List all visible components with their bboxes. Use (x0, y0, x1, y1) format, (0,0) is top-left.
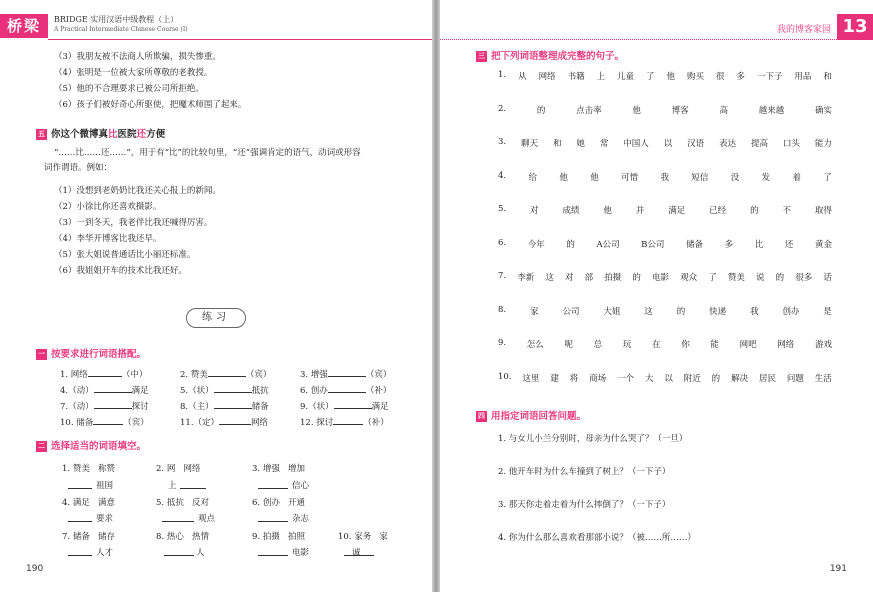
choice-target: 人才 (96, 548, 114, 558)
word-token: 着 (792, 172, 801, 183)
word-token: 游戏 (814, 340, 832, 350)
sentence-row (498, 104, 832, 116)
word-token: 他 (603, 206, 612, 216)
section-badge: 三 (478, 52, 485, 60)
word-token: 在 (652, 340, 661, 350)
answer-blank[interactable] (162, 521, 194, 522)
word-token: 了 (646, 72, 655, 82)
word-token: 说 (755, 273, 765, 283)
collocation-item: 2. 赞美 （宾） (180, 370, 272, 380)
word-token: 能 (710, 340, 719, 350)
word-token: 已经 (709, 206, 727, 216)
exercise-label: 练习 (186, 308, 246, 328)
word-token: 一下子 (756, 72, 783, 82)
word-token: 短信 (691, 172, 709, 183)
word-token: 是 (823, 306, 832, 317)
word-token: 不 (782, 206, 791, 216)
choice-group: 5. 抵抗 反对 (156, 498, 209, 508)
choice-group: 6. 创办 开通 (252, 498, 305, 508)
collocation-item: 4.（动） 满足 (60, 386, 149, 396)
word-token: 能力 (814, 139, 832, 149)
answer-blank[interactable] (214, 384, 252, 393)
word-token: 取得 (814, 206, 832, 216)
sentence-row (498, 238, 832, 250)
word-token: 大姐 (603, 306, 621, 317)
word-token: 提高 (751, 139, 769, 149)
word-token: 很 (715, 72, 725, 82)
word-token: 大 (644, 373, 654, 384)
answer-blank[interactable] (68, 521, 92, 522)
word-token: 赞美 (727, 273, 745, 283)
collocation-item: 10. 储备 （宾） (60, 418, 149, 428)
word-token: 对 (530, 206, 539, 216)
word-token: 将 (569, 373, 579, 384)
choice-target: 上 (168, 481, 177, 491)
word-token: 高 (719, 105, 728, 116)
word-token: 多 (736, 72, 745, 82)
collocation-item: 7.（动） 探讨 (60, 402, 149, 412)
example-item: （6）孩子们被好奇心所驱使，把魔术师围了起来。 (54, 100, 247, 110)
word-token: 的 (632, 273, 641, 283)
row-number: 1. (498, 70, 507, 80)
answer-blank[interactable] (258, 555, 288, 556)
answer-blank[interactable] (258, 488, 288, 489)
header-rule (440, 39, 837, 40)
row-number: 5. (498, 204, 507, 214)
row-number: 3. (498, 137, 507, 147)
row-number: 6. (498, 237, 507, 248)
example-item: （3）一到冬天，我老伴比我还喊得厉害。 (54, 218, 213, 228)
answer-blank[interactable] (94, 400, 132, 409)
word-token: 常 (599, 139, 609, 149)
row-number: 4. (498, 170, 507, 181)
example-item: （5）张大姐说普通话比小丽还标准。 (54, 250, 196, 260)
section-2-title: 二 选择适当的词语填空。 (38, 441, 147, 452)
row-number: 7. (498, 271, 507, 281)
word-token: 上 (596, 72, 606, 82)
row-number: 2. (498, 103, 507, 114)
choice-group: 10. 家务 家 (338, 532, 388, 542)
collocation-item: 1. 网络 （中） (60, 370, 148, 380)
word-token: 她 (576, 139, 585, 149)
word-token: 表达 (719, 139, 737, 149)
word-token: 这 (545, 273, 554, 283)
word-token: 的 (536, 105, 546, 116)
example-item: （6）我姐姐开车的技术比我还好。 (54, 266, 187, 276)
section-5-title: 五 你这个微博真比医院还方便 (38, 129, 166, 140)
question-item: 1. 与女儿小兰分别时，母亲为什么哭了？（一旦） (498, 434, 688, 444)
word-token: 从 (518, 72, 527, 82)
sentence-row (498, 305, 832, 317)
choice-target: 人 (196, 548, 205, 558)
section-badge: 五 (38, 130, 45, 138)
word-token: 儿童 (617, 72, 635, 82)
word-token: 点击率 (576, 105, 602, 116)
left-page (0, 0, 432, 592)
word-token: 我 (750, 306, 759, 317)
word-token: 电影 (651, 273, 669, 283)
collocation-item: 3. 增强 （宾） (300, 370, 392, 380)
word-token: 家 (530, 306, 539, 317)
word-token: 的 (676, 306, 686, 317)
word-token: 玩 (622, 340, 632, 350)
word-token: 公司 (562, 306, 580, 317)
section-3-title: 三 把下列词语整理成完整的句子。 (478, 51, 625, 62)
right-header (440, 14, 873, 40)
word-token: 的 (750, 206, 759, 216)
example-item: （4）张明是一位被大家所尊敬的老教授。 (54, 68, 213, 78)
word-token: 了 (708, 273, 717, 283)
choice-group: 7. 储备 储存 (62, 532, 115, 542)
word-token: 中国人 (623, 139, 649, 149)
choice-target: 杂志 (292, 514, 310, 524)
word-token: 很多 (795, 273, 813, 283)
example-item: （5）他的不合理要求已被公司所拒绝。 (54, 84, 204, 94)
word-token: 观众 (680, 273, 698, 283)
word-token: 的 (775, 273, 785, 283)
answer-blank[interactable] (334, 400, 372, 409)
sentence-row (498, 372, 832, 384)
answer-blank[interactable] (93, 416, 123, 425)
answer-blank[interactable] (328, 368, 366, 377)
word-token: 创办 (782, 306, 800, 317)
word-token: 没 (730, 172, 740, 183)
question-item: 4. 你为什么那么喜欢看那部小说？（被……所……） (498, 533, 696, 543)
word-token: 我 (660, 172, 669, 183)
word-token: 附近 (683, 373, 701, 384)
example-item: （1）没想到老奶奶比我还关心报上的新闻。 (54, 186, 221, 196)
word-token: 他 (559, 172, 568, 183)
answer-blank[interactable] (208, 368, 246, 377)
word-token: 生活 (814, 373, 832, 384)
collocation-item: 11.（定） 网络 (180, 418, 269, 428)
collocation-item: 12. 探讨 （补） (300, 418, 389, 428)
answer-blank[interactable] (94, 384, 132, 393)
brand-logo: 桥梁 (0, 14, 48, 38)
page-number-right: 191 (829, 564, 847, 574)
word-token: 话 (823, 273, 832, 283)
page-number-left: 190 (26, 564, 44, 574)
choice-target: 要求 (96, 514, 114, 524)
sentence-row (498, 137, 832, 149)
choice-target: 电影 (292, 548, 310, 558)
row-number: 10. (498, 371, 512, 382)
header-rule (48, 39, 432, 40)
word-token: 建 (550, 373, 559, 384)
word-token: 了 (823, 172, 832, 183)
example-item: （2）小徐比你还喜欢摄影。 (54, 202, 162, 212)
sentence-row (498, 204, 832, 216)
answer-blank[interactable] (328, 384, 366, 393)
word-token: B公司 (641, 239, 665, 250)
answer-blank[interactable] (180, 488, 206, 489)
word-token: 快递 (709, 306, 727, 317)
word-token: 成绩 (562, 206, 580, 216)
choice-group: 2. 网 网络 (156, 464, 201, 474)
grammar-explanation: “……比……还……”，用于有“比”的比较句里，“还”强调肯定的语气，动词或形容 词作谓语。例如： (44, 148, 361, 173)
section-1-title: 一 按要求进行词语搭配。 (38, 349, 147, 360)
word-token: 用品 (794, 72, 812, 82)
word-token: 以 (664, 373, 673, 384)
choice-group: 4. 满足 满意 (62, 498, 115, 508)
word-token: 问题 (786, 373, 804, 384)
word-token: 书籍 (567, 72, 585, 82)
sentence-row (498, 70, 832, 82)
example-item: （4）李华开博客比我还早。 (54, 234, 162, 244)
word-token: A公司 (596, 239, 620, 250)
question-item: 2. 他开车时为什么车撞到了树上？（一下子） (498, 467, 671, 477)
word-token: 储备 (686, 239, 704, 250)
left-header (0, 14, 432, 40)
word-token: 网吧 (739, 340, 757, 350)
word-token: 购买 (686, 72, 704, 82)
sentence-row (498, 271, 832, 283)
word-token: 这 (644, 306, 653, 317)
word-token: 居民 (758, 373, 776, 384)
word-token: 他 (666, 72, 676, 82)
collocation-item: 6. 创办 （补） (300, 386, 392, 396)
word-token: 和 (552, 139, 562, 149)
word-token: 拍摄 (604, 273, 622, 283)
collocation-item: 5.（状） 抵抗 (180, 386, 269, 396)
word-token: 口头 (782, 139, 800, 149)
answer-blank[interactable] (68, 555, 92, 556)
book-title-en: A Practical Intermediate Chinese Course (I) (54, 26, 188, 33)
word-token: 李新 (517, 273, 535, 283)
answer-blank[interactable] (164, 555, 194, 556)
word-token: 聊天 (521, 139, 539, 149)
word-token: 这里 (522, 373, 540, 384)
word-token: 网络 (777, 340, 795, 350)
answer-blank[interactable] (214, 400, 252, 409)
sentence-row (498, 338, 832, 350)
word-token: 呢 (564, 340, 573, 350)
word-token: 越来越 (758, 105, 785, 116)
choice-target: 诚 (352, 548, 361, 558)
word-token: 对 (564, 273, 574, 283)
lesson-number: 13 (837, 14, 873, 40)
section-badge: 二 (38, 442, 45, 450)
word-token: 网络 (538, 72, 556, 82)
choice-group: 1. 赞美 称赞 (62, 464, 115, 474)
word-token: 解决 (731, 373, 749, 384)
word-token: 他 (590, 172, 599, 183)
choice-target: 观点 (198, 514, 216, 524)
word-token: 一个 (617, 373, 635, 384)
choice-group: 8. 热心 热情 (156, 532, 209, 542)
word-token: 发 (761, 172, 771, 183)
word-token: 给 (528, 172, 537, 183)
choice-target: 信心 (292, 481, 310, 491)
answer-blank[interactable] (258, 521, 288, 522)
right-page (440, 0, 873, 592)
choice-group: 3. 增强 增加 (252, 464, 305, 474)
example-item: （3）我朋友被不法商人所欺骗，损失惨重。 (54, 52, 221, 62)
word-token: 的 (711, 373, 721, 384)
collocation-item: 8.（主） 储备 (180, 402, 269, 412)
choice-group: 9. 拍摄 拍照 (252, 532, 305, 542)
word-token: 还 (784, 239, 794, 250)
word-token: 并 (635, 206, 645, 216)
word-token: 和 (823, 72, 832, 82)
word-token: 总 (593, 340, 603, 350)
section-badge: 四 (478, 412, 485, 420)
word-token: 的 (566, 239, 575, 250)
answer-blank[interactable] (68, 488, 92, 489)
word-token: 可惜 (621, 172, 639, 183)
answer-blank[interactable] (88, 368, 122, 377)
row-number: 8. (498, 304, 507, 315)
word-token: 部 (584, 273, 594, 283)
word-token: 商场 (589, 373, 607, 384)
word-token: 博客 (671, 105, 689, 116)
word-token: 满足 (668, 206, 686, 216)
word-token: 汉语 (687, 139, 705, 149)
word-token: 黄金 (814, 239, 832, 250)
choice-target: 祖国 (96, 481, 114, 491)
question-item: 3. 那天你走着走着为什么摔倒了？（一下子） (498, 500, 671, 510)
word-token: 他 (632, 105, 641, 116)
section-badge: 一 (38, 350, 45, 358)
word-token: 多 (724, 239, 734, 250)
lesson-title: 我的博客家园 (776, 25, 831, 35)
sentence-row (498, 171, 832, 183)
answer-blank[interactable] (219, 416, 251, 425)
word-token: 以 (663, 139, 673, 149)
book-title-cn: BRIDGE 实用汉语中级教程（上） (54, 15, 179, 24)
collocation-item: 9.（状） 满足 (300, 402, 389, 412)
answer-blank[interactable] (333, 416, 363, 425)
word-token: 比 (754, 239, 764, 250)
section-4-title: 四 用指定词语回答问题。 (478, 411, 587, 422)
row-number: 9. (498, 338, 507, 348)
word-token: 你 (681, 340, 690, 350)
word-token: 怎么 (526, 340, 544, 350)
word-token: 确实 (814, 105, 832, 116)
word-token: 今年 (527, 239, 545, 250)
